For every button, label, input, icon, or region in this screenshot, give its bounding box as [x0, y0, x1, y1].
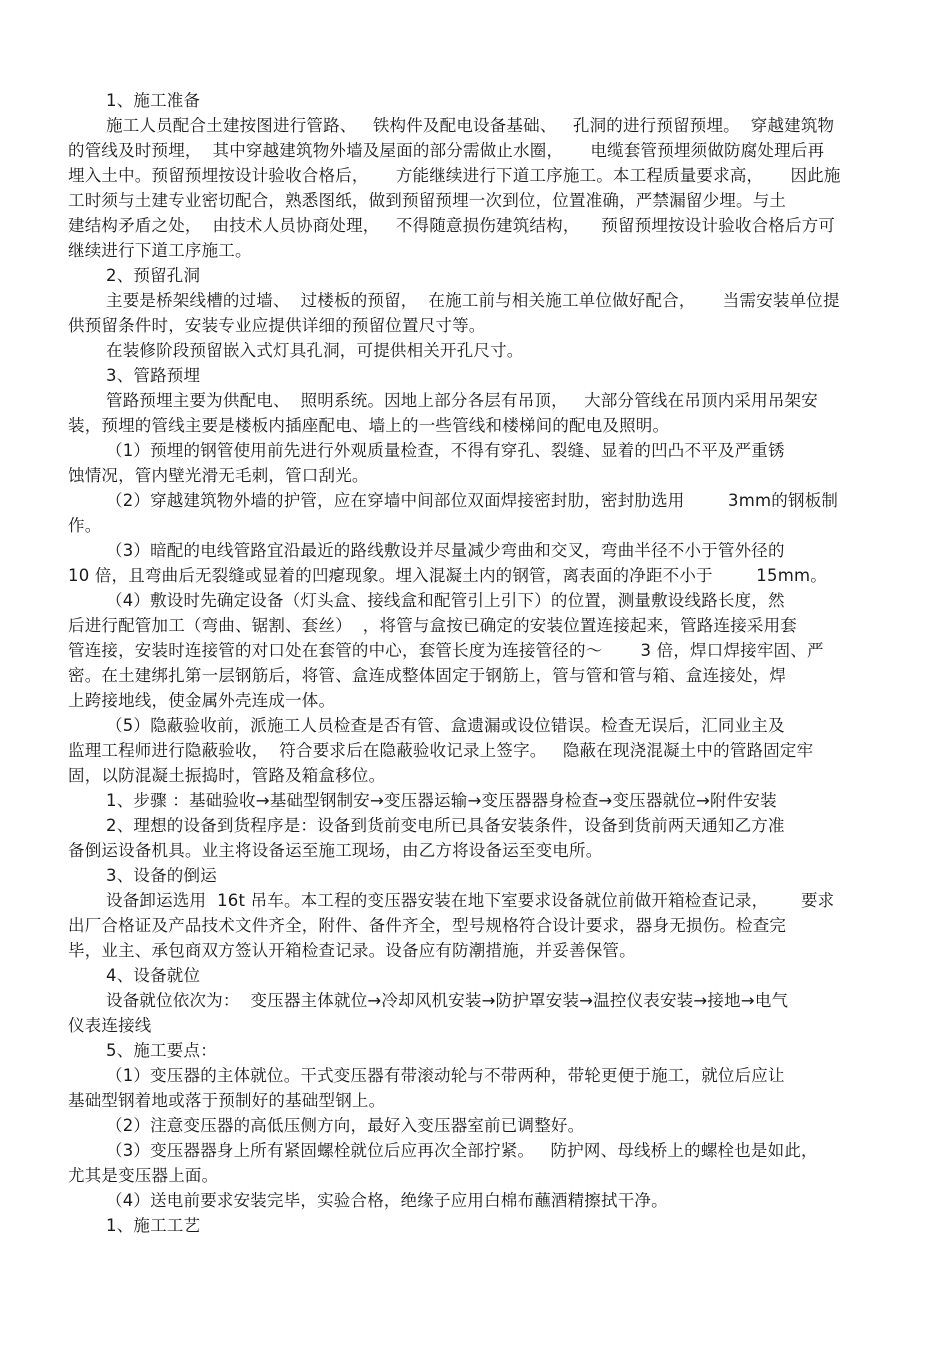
paragraph-line: （2）注意变压器的高低压侧方向，最好入变压器室前已调整好。	[106, 1116, 585, 1135]
paragraph-line: （4）送电前要求安装完毕，实验合格，绝缘子应用白棉布蘸酒精擦拭干净。	[106, 1191, 668, 1210]
paragraph-line: 设备就位依次为： 变压器主体就位→冷却风机安装→防护罩安装→温控仪表安装→接地→电气	[106, 991, 789, 1010]
paragraph-line: 监理工程师进行隐蔽验收， 符合要求后在隐蔽验收记录上签字。 隐蔽在现浇混凝土中的管路固定牢	[68, 741, 814, 760]
paragraph-line: 备倒运设备机具。业主将设备运至施工现场，由乙方将设备运至变电所。	[68, 841, 603, 860]
section-heading: 1、施工工艺	[106, 1216, 201, 1235]
paragraph-line: 工时须与土建专业密切配合，熟悉图纸，做到预留预埋一次到位，位置准确，严禁漏留少埋。与土	[68, 191, 787, 210]
paragraph-line: 后进行配管加工（弯曲、锯割、套丝） ，将管与盒按已确定的安装位置连接起来，管路连接采用套	[68, 616, 797, 635]
paragraph-line: 密。在土建绑扎第一层钢筋后，将管、盒连成整体固定于钢筋上，管与管和管与箱、盒连接处，焊	[68, 666, 787, 685]
section-heading: 3、管路预埋	[106, 366, 201, 385]
paragraph-line: （2）穿越建筑物外墙的护管，应在穿墙中间部位双面焊接密封肋，密封肋选用 3mm的钢板制	[106, 491, 839, 510]
paragraph-line: 2、理想的设备到货程序是：设备到货前变电所已具备安装条件，设备到货前两天通知乙方准	[106, 816, 785, 835]
paragraph-line: 在装修阶段预留嵌入式灯具孔洞，可提供相关开孔尺寸。	[106, 341, 524, 360]
paragraph-line: 蚀情况，管内壁光滑无毛刺，管口刮光。	[68, 466, 369, 485]
paragraph-line: 毕，业主、承包商双方签认开箱检查记录。设备应有防潮措施，并妥善保管。	[68, 941, 636, 960]
paragraph-line: （3）暗配的电线管路宜沿最近的路线敷设并尽量减少弯曲和交叉，弯曲半径不小于管外径的	[106, 541, 785, 560]
paragraph-line: 建结构矛盾之处， 由技术人员协商处理， 不得随意损伤建筑结构， 预留预埋按设计验收合格后方可	[68, 216, 836, 235]
paragraph-line: 施工人员配合土建按图进行管路、 铁构件及配电设备基础、 孔洞的进行预留预埋。 穿越建筑物	[106, 116, 835, 135]
paragraph-line: 主要是桥架线槽的过墙、 过楼板的预留， 在施工前与相关施工单位做好配合， 当需安装单位提	[106, 291, 840, 310]
paragraph-line: （1）变压器的主体就位。干式变压器有带滚动轮与不带两种，带轮更便于施工，就位后应让	[106, 1066, 785, 1085]
paragraph-line: 埋入土中。预留预埋按设计验收合格后， 方能继续进行下道工序施工。本工程质量要求高， 因此施	[68, 166, 841, 185]
section-heading: 3、设备的倒运	[106, 866, 217, 885]
section-heading: 5、施工要点：	[106, 1041, 217, 1060]
paragraph-line: 的管线及时预埋， 其中穿越建筑物外墙及屋面的部分需做止水圈， 电缆套管预埋须做防腐处理后再	[68, 141, 825, 160]
paragraph-line: （5）隐蔽验收前，派施工人员检查是否有管、盒遗漏或设位错误。检查无误后，汇同业主及	[106, 716, 785, 735]
paragraph-line: （3）变压器器身上所有紧固螺栓就位后应再次全部拧紧。 防护网、母线桥上的螺栓也是如此，	[106, 1141, 818, 1160]
paragraph-line: （1）预埋的钢管使用前先进行外观质量检查，不得有穿孔、裂缝、显着的凹凸不平及严重锈	[106, 441, 785, 460]
paragraph-line: 管路预埋主要为供配电、 照明系统。因地上部分各层有吊顶， 大部分管线在吊顶内采用吊架安	[106, 391, 818, 410]
paragraph-line: 作。	[68, 516, 102, 535]
paragraph-line: 设备卸运选用 16t 吊车。本工程的变压器安装在地下室要求设备就位前做开箱检查记录， 要求	[106, 891, 835, 910]
paragraph-line: （4）敷设时先确定设备（灯头盒、接线盒和配管引上引下）的位置，测量敷设线路长度，然	[106, 591, 785, 610]
paragraph-line: 仪表连接线	[68, 1016, 152, 1035]
paragraph-line: 基础型钢着地或落于预制好的基础型钢上。	[68, 1091, 386, 1110]
paragraph-line: 装，预埋的管线主要是楼板内插座配电、墙上的一些管线和楼梯间的配电及照明。	[68, 416, 670, 435]
paragraph-line: 管连接，安装时连接管的对口处在套管的中心，套管长度为连接管径的～ 3 倍，焊口焊接牢固、严	[68, 641, 824, 660]
paragraph-line: 10 倍，且弯曲后无裂缝或显着的凹瘪现象。埋入混凝土内的钢管，离表面的净距不小于 15mm。	[68, 566, 827, 585]
paragraph-line: 继续进行下道工序施工。	[68, 241, 252, 260]
paragraph-line: 出厂合格证及产品技术文件齐全，附件、备件齐全，型号规格符合设计要求，器身无损伤。检查完	[68, 916, 787, 935]
section-heading: 2、预留孔洞	[106, 266, 201, 285]
paragraph-line: 尤其是变压器上面。	[68, 1166, 219, 1185]
paragraph-line: 固，以防混凝土振捣时，管路及箱盒移位。	[68, 766, 386, 785]
section-heading: 1、施工准备	[106, 91, 201, 110]
paragraph-line: 上跨接地线，使金属外壳连成一体。	[68, 691, 336, 710]
paragraph-line: 1、步骤 ：基础验收→基础型钢制安→变压器运输→变压器器身检查→变压器就位→附件安装	[106, 791, 777, 810]
section-heading: 4、设备就位	[106, 966, 201, 985]
paragraph-line: 供预留条件时，安装专业应提供详细的预留位置尺寸等。	[68, 316, 486, 335]
